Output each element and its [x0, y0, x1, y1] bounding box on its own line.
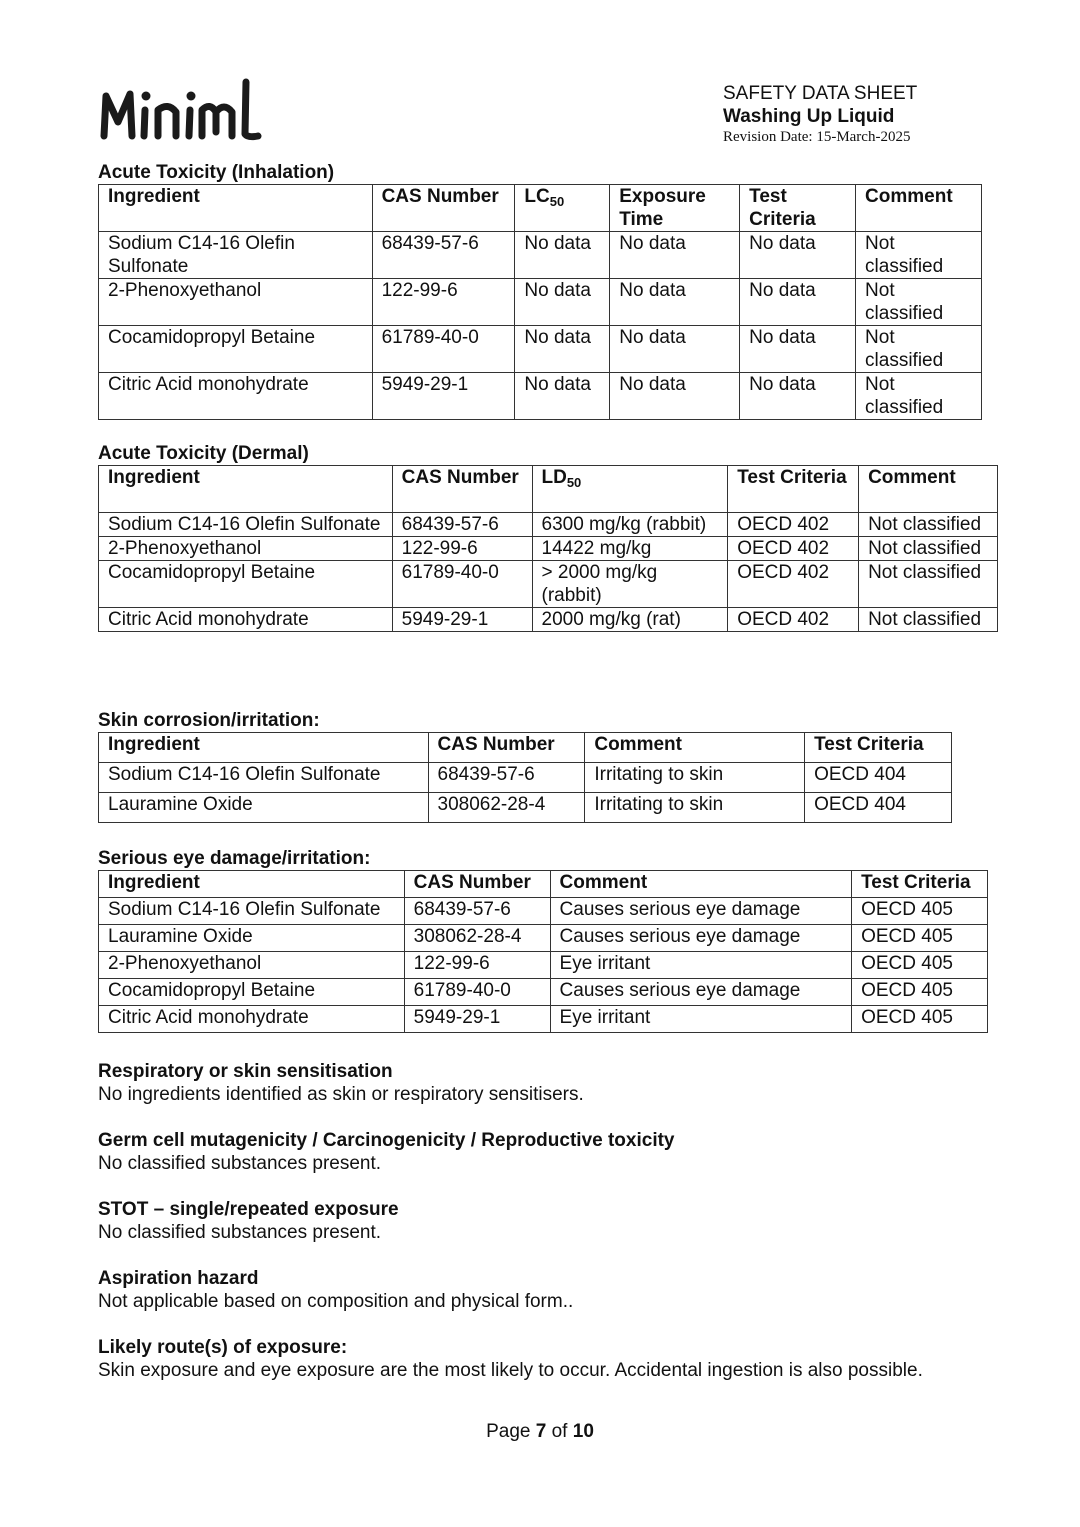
table-cell: 308062-28-4 [428, 793, 585, 823]
table-row [99, 232, 982, 279]
table-cell: Lauramine Oxide [99, 793, 429, 823]
table-cell: OECD 402 [728, 537, 859, 561]
table-cell: No data [610, 326, 740, 373]
table-cell: Irritating to skin [585, 793, 805, 823]
table-header-row [99, 466, 998, 513]
table-row [99, 537, 998, 561]
col-test: Test Criteria [728, 466, 859, 513]
col-lc50: $LC_{50}$ [515, 185, 610, 232]
table-cell: 122-99-6 [392, 537, 532, 561]
table-row [99, 898, 988, 925]
page-total: 10 [572, 1421, 594, 1442]
table-row [99, 793, 952, 823]
eye-title: Serious eye damage/irritation: [98, 848, 371, 869]
revision-date: Revision Date: 15-March-2025 [723, 129, 911, 145]
dermal-table [98, 465, 998, 632]
table-cell: Sodium C14-16 Olefin Sulfonate [99, 763, 429, 793]
table-cell: OECD 402 [728, 513, 859, 537]
section-heading: STOT – single/repeated exposure [98, 1199, 399, 1220]
section-heading: Germ cell mutagenicity / Carcinogenicity / Reproductive toxicity [98, 1130, 675, 1151]
col-exposure: Exposure Time [610, 185, 740, 232]
table-cell: OECD 405 [852, 952, 988, 979]
table-cell: 68439-57-6 [372, 232, 515, 279]
table-cell: Irritating to skin [585, 763, 805, 793]
table-cell: Not classified [856, 232, 982, 279]
table-cell: 68439-57-6 [392, 513, 532, 537]
table-cell: No data [740, 373, 856, 420]
table-cell: No data [740, 232, 856, 279]
table-cell: > 2000 mg/kg (rabbit) [532, 561, 728, 608]
table-cell: 61789-40-0 [392, 561, 532, 608]
table-cell: 5949-29-1 [404, 1006, 550, 1033]
table-cell: Sodium C14-16 Olefin Sulfonate [99, 513, 393, 537]
document-header [723, 82, 917, 147]
col-test: Test Criteria [805, 733, 952, 763]
table-cell: No data [610, 232, 740, 279]
col-ingredient: Ingredient [99, 871, 405, 898]
table-cell: OECD 405 [852, 979, 988, 1006]
product-name: Washing Up Liquid [723, 106, 895, 127]
table-row [99, 513, 998, 537]
section-text: No classified substances present. [98, 1153, 382, 1174]
aspiration-section [98, 1267, 573, 1313]
col-cas: CAS Number [372, 185, 515, 232]
table-row [99, 608, 998, 632]
col-cas: CAS Number [428, 733, 585, 763]
table-cell: Not classified [859, 608, 998, 632]
table-cell: OECD 404 [805, 793, 952, 823]
table-row [99, 979, 988, 1006]
col-cas: CAS Number [392, 466, 532, 513]
doc-type: SAFETY DATA SHEET [723, 83, 918, 104]
table-cell: Not classified [856, 373, 982, 420]
section-text: Not applicable based on composition and physical form.. [98, 1291, 574, 1312]
table-cell: Not classified [856, 326, 982, 373]
table-cell: 2-Phenoxyethanol [99, 537, 393, 561]
table-cell: Citric Acid monohydrate [99, 373, 373, 420]
sensitisation-section [98, 1060, 584, 1106]
table-row [99, 952, 988, 979]
table-cell: 122-99-6 [404, 952, 550, 979]
col-comment: Comment [550, 871, 852, 898]
of-label: of [551, 1421, 568, 1442]
section-text: No ingredients identified as skin or respiratory sensitisers. [98, 1084, 584, 1105]
skin-table [98, 732, 952, 823]
table-cell: Eye irritant [550, 1006, 852, 1033]
section-heading: Respiratory or skin sensitisation [98, 1061, 393, 1082]
table-row [99, 925, 988, 952]
table-cell: 2000 mg/kg (rat) [532, 608, 728, 632]
table-cell: Citric Acid monohydrate [99, 1006, 405, 1033]
table-cell: No data [740, 279, 856, 326]
table-cell: 308062-28-4 [404, 925, 550, 952]
table-header-row [99, 871, 988, 898]
table-cell: Not classified [859, 537, 998, 561]
mutagenicity-section [98, 1129, 675, 1175]
table-cell: 68439-57-6 [404, 898, 550, 925]
table-cell: Citric Acid monohydrate [99, 608, 393, 632]
col-ld50: $LD_{50}$ [532, 466, 728, 513]
table-header-row [99, 185, 982, 232]
table-cell: OECD 402 [728, 608, 859, 632]
col-comment: Comment [585, 733, 805, 763]
table-row [99, 763, 952, 793]
col-test: Test Criteria [852, 871, 988, 898]
table-cell: 61789-40-0 [404, 979, 550, 1006]
table-cell: Cocamidopropyl Betaine [99, 326, 373, 373]
table-cell: 122-99-6 [372, 279, 515, 326]
col-comment: Comment [856, 185, 982, 232]
col-cas: CAS Number [404, 871, 550, 898]
miniml-logo [98, 74, 268, 150]
col-ingredient: Ingredient [99, 466, 393, 513]
table-cell: OECD 405 [852, 898, 988, 925]
table-cell: 61789-40-0 [372, 326, 515, 373]
eye-table [98, 870, 988, 1033]
table-cell: 6300 mg/kg (rabbit) [532, 513, 728, 537]
table-cell: No data [515, 279, 610, 326]
table-cell: Lauramine Oxide [99, 925, 405, 952]
col-test: Test Criteria [740, 185, 856, 232]
table-row [99, 326, 982, 373]
table-cell: 5949-29-1 [392, 608, 532, 632]
table-cell: 5949-29-1 [372, 373, 515, 420]
table-cell: OECD 404 [805, 763, 952, 793]
table-header-row [99, 733, 952, 763]
table-cell: OECD 405 [852, 925, 988, 952]
table-cell: OECD 402 [728, 561, 859, 608]
table-row [99, 1006, 988, 1033]
page-footer [0, 1421, 1080, 1443]
table-cell: No data [515, 326, 610, 373]
table-cell: Sodium C14-16 Olefin Sulfonate [99, 898, 405, 925]
table-cell: No data [740, 326, 856, 373]
col-ingredient: Ingredient [99, 733, 429, 763]
table-cell: No data [515, 373, 610, 420]
page-label: Page [486, 1421, 531, 1442]
inhalation-table [98, 184, 982, 420]
section-heading: Aspiration hazard [98, 1268, 259, 1289]
col-comment: Comment [859, 466, 998, 513]
section-text: No classified substances present. [98, 1222, 382, 1243]
table-row [99, 373, 982, 420]
table-cell: Sodium C14-16 Olefin Sulfonate [99, 232, 373, 279]
skin-title: Skin corrosion/irritation: [98, 710, 320, 731]
table-cell: Not classified [859, 513, 998, 537]
table-cell: No data [610, 373, 740, 420]
table-cell: Causes serious eye damage [550, 898, 852, 925]
section-text: Skin exposure and eye exposure are the most likely to occur. Accidental ingestion is also possible. [98, 1360, 923, 1381]
table-cell: Eye irritant [550, 952, 852, 979]
table-cell: No data [515, 232, 610, 279]
table-row [99, 561, 998, 608]
stot-section [98, 1198, 399, 1244]
exposure-route-section [98, 1336, 923, 1382]
table-cell: Not classified [856, 279, 982, 326]
table-cell: Cocamidopropyl Betaine [99, 561, 393, 608]
table-cell: No data [610, 279, 740, 326]
inhalation-title: Acute Toxicity (Inhalation) [98, 162, 335, 183]
table-cell: OECD 405 [852, 1006, 988, 1033]
table-row [99, 279, 982, 326]
page-number: 7 [535, 1421, 547, 1442]
dermal-title: Acute Toxicity (Dermal) [98, 443, 309, 464]
table-cell: 2-Phenoxyethanol [99, 952, 405, 979]
table-cell: 2-Phenoxyethanol [99, 279, 373, 326]
table-cell: Causes serious eye damage [550, 979, 852, 1006]
section-heading: Likely route(s) of exposure: [98, 1337, 348, 1358]
table-cell: 14422 mg/kg [532, 537, 728, 561]
table-cell: 68439-57-6 [428, 763, 585, 793]
col-ingredient: Ingredient [99, 185, 373, 232]
table-cell: Not classified [859, 561, 998, 608]
table-cell: Cocamidopropyl Betaine [99, 979, 405, 1006]
table-cell: Causes serious eye damage [550, 925, 852, 952]
